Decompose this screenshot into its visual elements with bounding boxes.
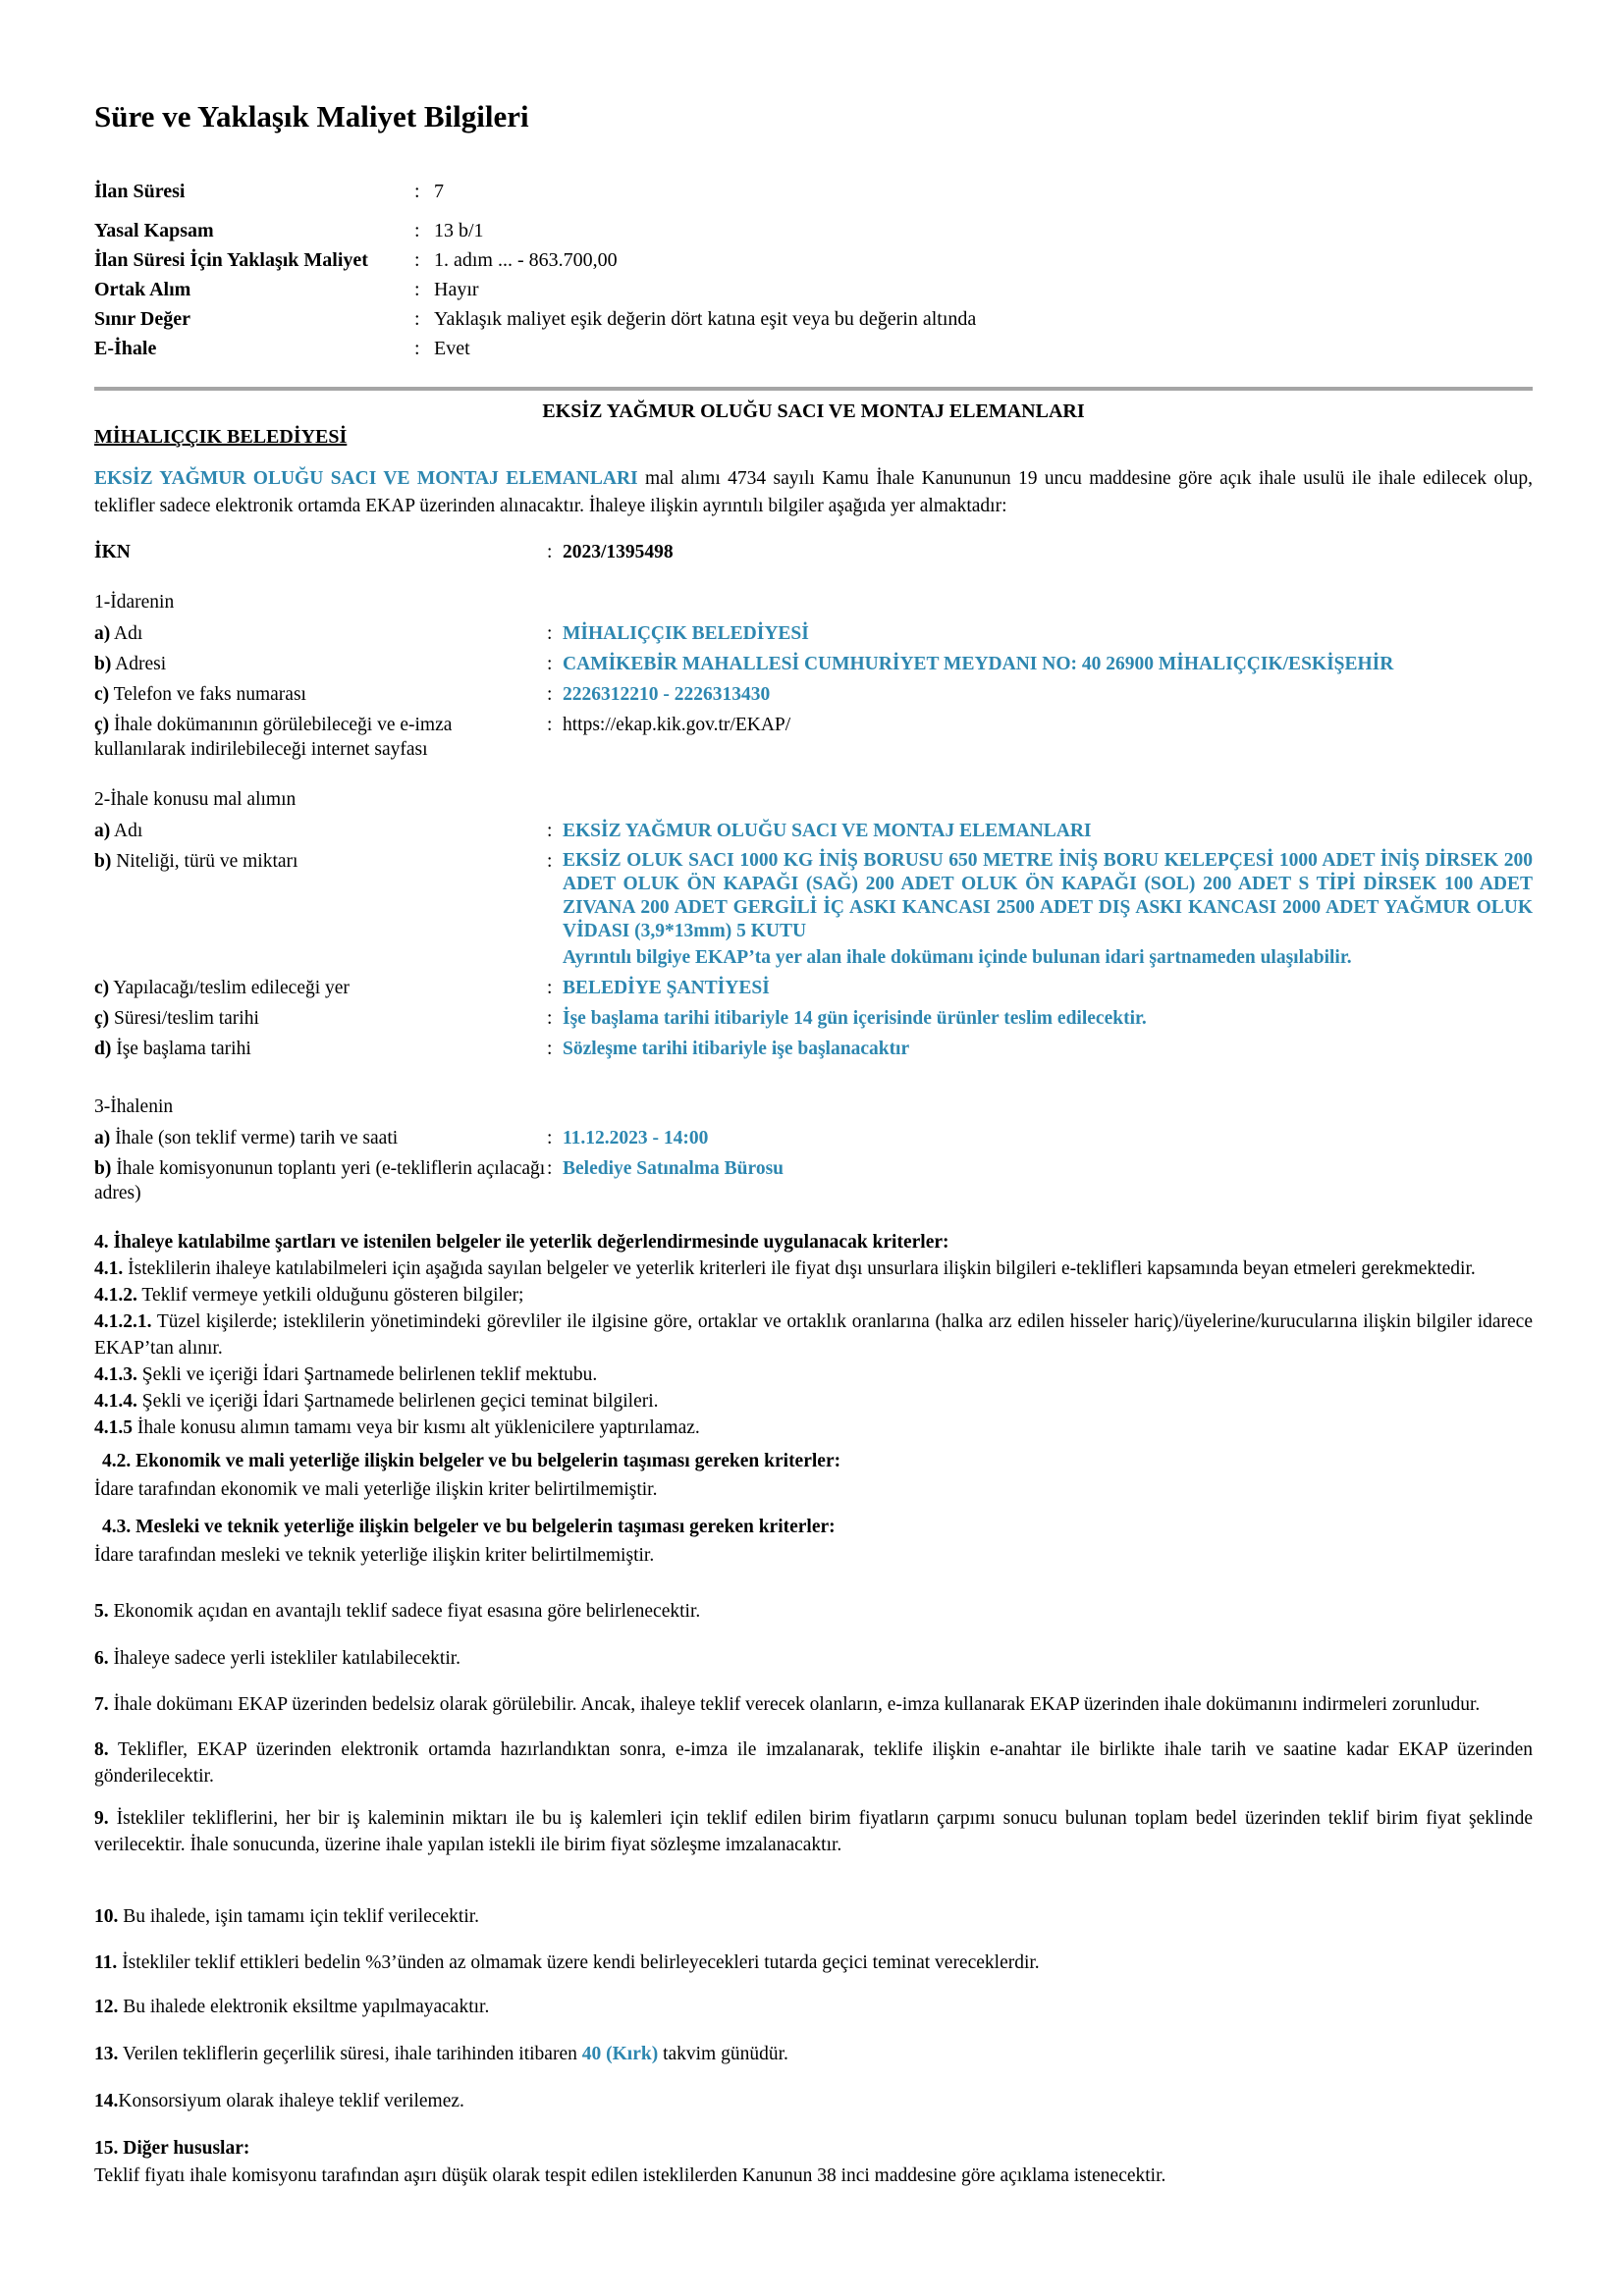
section3-heading: 3-İhalenin: [94, 1095, 174, 1117]
kv-label: [94, 819, 547, 843]
article-number: 6.: [94, 1647, 109, 1669]
kv-label: [94, 1006, 547, 1031]
label-prefix: ç): [94, 714, 110, 735]
article-number: 13.: [94, 2043, 119, 2064]
summary-value: Hayır: [434, 279, 479, 301]
kv-label: [94, 1156, 547, 1205]
label-text: İhale (son teklif verme) tarih ve saati: [110, 1127, 399, 1148]
section3-rows: [94, 1126, 1533, 1205]
article-number: 4.1.4.: [94, 1390, 137, 1412]
kv-value: 2226312210 - 2226313430: [563, 683, 771, 705]
colon: :: [547, 622, 553, 644]
section2-rows: [94, 819, 1533, 1061]
tender-subject-heading: EKSİZ YAĞMUR OLUĞU SACI VE MONTAJ ELEMANLARI: [542, 400, 1085, 423]
section1-heading: 1-İdarenin: [94, 591, 175, 613]
article-5: [94, 1598, 1533, 1625]
article-text: İhale konusu alımın tamamı veya bir kısmı alt yüklenicilere yaptırılamaz.: [133, 1416, 700, 1438]
label-prefix: b): [94, 653, 112, 674]
colon: :: [414, 279, 420, 301]
kv-label: [94, 682, 547, 707]
kv-value: Belediye Satınalma Bürosu: [563, 1157, 784, 1179]
kv-value: MİHALIÇÇIK BELEDİYESİ: [563, 622, 809, 644]
colon: :: [414, 308, 420, 331]
summary-row: [94, 216, 1533, 245]
label-text: Süresi/teslim tarihi: [109, 1007, 259, 1029]
ikn-label: İKN: [94, 541, 131, 562]
articles: [94, 1229, 1533, 2189]
article-text: İsteklilerin ihaleye katılabilmeleri için aşağıda sayılan belgeler ve yeterlik kriterleri ile fiyat dışı unsurlara ilişkin bilgileri e-teklifleri kapsamında beyan etmeleri gerekmektedir.: [123, 1257, 1476, 1279]
article-number: 14.: [94, 2090, 119, 2111]
article-text: Ekonomik açıdan en avantajlı teklif sadece fiyat esasına göre belirlenecektir.: [108, 1600, 701, 1622]
article-text: Tüzel kişilerde; isteklilerin yönetimindeki görevliler ile ilgisine göre, ortaklar ve ortaklık oranlarına (halka arz edilen hisseler hariç)/üyelerine/kurucularına ilişkin bilgiler idarece EKAP’tan alınır.: [94, 1310, 1533, 1359]
label-text: İşe başlama tarihi: [111, 1038, 251, 1059]
article-number: 4.2.: [102, 1450, 132, 1471]
summary-row: [94, 177, 1533, 206]
kv-label: [94, 621, 547, 646]
label-prefix: c): [94, 683, 110, 705]
article-text: İhale dokümanı EKAP üzerinden bedelsiz olarak görülebilir. Ancak, ihaleye teklif verecek olanların, e-imza kullanarak EKAP üzerinden ihale dokümanını indirmeleri zorunludur.: [108, 1693, 1481, 1715]
article-4-2-body: İdare tarafından ekonomik ve mali yeterliğe ilişkin kriter belirtilmemiştir.: [94, 1478, 658, 1500]
article-number: 4.1.: [94, 1257, 124, 1279]
label-prefix: b): [94, 1157, 112, 1179]
article-4-1-2: [94, 1282, 1533, 1308]
article-13: [94, 2041, 1533, 2067]
article-number: 5.: [94, 1600, 109, 1622]
kv-row: [94, 819, 1533, 843]
article-8: [94, 1736, 1533, 1789]
kv-label: [94, 652, 547, 676]
label-text: Yapılacağı/teslim edileceği yer: [109, 977, 350, 998]
tender-datetime: 11.12.2023 - 14:00: [563, 1127, 709, 1148]
article-10: [94, 1903, 1533, 1930]
kv-row: [94, 1156, 1533, 1205]
article-number: 4.3.: [102, 1516, 132, 1537]
article-4-1-5: [94, 1415, 1533, 1441]
section1-rows: [94, 621, 1533, 762]
ikn-row: [94, 540, 1533, 564]
article-4-1-3: [94, 1362, 1533, 1388]
summary-value: Evet: [434, 338, 470, 360]
article-9: [94, 1805, 1533, 1858]
intro-text: mal alımı 4734 sayılı Kamu İhale Kanununun 19 uncu maddesine göre açık ihale usulü ile ihale edilecek olup, teklifler sadece elektronik ortamda EKAP üzerinden alınacaktır. İhaleye ilişkin ayrıntılı bilgiler aşağıda yer almaktadır:: [94, 468, 1533, 517]
article-text: İhaleye katılabilme şartları ve istenilen belgeler ile yeterlik değerlendirmesinde uygulanacak kriterler:: [108, 1231, 949, 1253]
ekap-note: Ayrıntılı bilgiye EKAP’ta yer alan ihale dokümanı içinde bulunan idari şartnameden ulaşılabilir.: [563, 946, 1352, 968]
article-text: Verilen tekliflerin geçerlilik süresi, ihale tarihinden itibaren: [118, 2043, 582, 2064]
kv-value: CAMİKEBİR MAHALLESİ CUMHURİYET MEYDANI NO: 40 26900 MİHALIÇÇIK/ESKİŞEHİR: [563, 653, 1394, 674]
article-number: 7.: [94, 1693, 109, 1715]
article-text: Diğer hususlar:: [118, 2137, 250, 2159]
colon: :: [414, 220, 420, 242]
quantity-text: EKSİZ OLUK SACI 1000 KG İNİŞ BORUSU 650 METRE İNİŞ BORU KELEPÇESİ 1000 ADET İNİŞ DİRSEK 200 ADET OLUK ÖN KAPAĞI (SAĞ) 200 ADET OLUK ÖN KAPAĞI (SOL) 200 ADET S TİPİ DİRSEK 100 ADET ZIVANA 200 ADET GERGİLİ İÇ ASKI KANCASI 2500 ADET DIŞ ASKI KANCASI 2000 ADET YAĞMUR OLUK VİDASI (3,9*13mm) 5 KUTU: [563, 849, 1533, 941]
article-number: 12.: [94, 1996, 119, 2017]
kv-label: [94, 849, 547, 970]
kv-row: [94, 621, 1533, 646]
article-number: 4.1.5: [94, 1416, 133, 1438]
kv-row: [94, 1037, 1533, 1061]
article-text: İhaleye sadece yerli istekliler katılabilecektir.: [108, 1647, 461, 1669]
article-text: İstekliler teklif ettikleri bedelin %3’ünden az olmamak üzere kendi belirleyecekleri tutarda geçici teminat vereceklerdir.: [117, 1951, 1040, 1973]
article-number: 11.: [94, 1951, 118, 1973]
summary-value: 13 b/1: [434, 220, 484, 242]
colon: :: [547, 850, 553, 872]
kv-row: [94, 713, 1533, 762]
validity-days-highlight: 40 (Kırk): [581, 2043, 659, 2064]
colon: :: [414, 249, 420, 272]
ekap-url: https://ekap.kik.gov.tr/EKAP/: [563, 714, 791, 735]
article-14: [94, 2088, 1533, 2114]
label-prefix: a): [94, 622, 111, 644]
label-text: İhale dokümanının görülebileceği ve e-imza kullanılarak indirilebileceği internet sayfası: [94, 714, 453, 760]
summary-value: 7: [434, 181, 444, 203]
summary-row: [94, 275, 1533, 304]
label-prefix: a): [94, 820, 111, 841]
kv-value: EKSİZ YAĞMUR OLUĞU SACI VE MONTAJ ELEMANLARI: [563, 820, 1092, 841]
article-12: [94, 1994, 1533, 2020]
summary-row: [94, 334, 1533, 363]
section2-heading: 2-İhale konusu mal alımın: [94, 788, 297, 810]
summary-row: [94, 245, 1533, 275]
page-title: Süre ve Yaklaşık Maliyet Bilgileri: [94, 99, 529, 133]
summary-value: Yaklaşık maliyet eşik değerin dört katına eşit veya bu değerin altında: [434, 308, 977, 331]
label-text: Adı: [110, 820, 143, 841]
article-number: 8.: [94, 1738, 109, 1760]
article-text: Bu ihalede, işin tamamı için teklif verilecektir.: [118, 1905, 480, 1927]
colon: :: [547, 1038, 553, 1059]
article-15-body: Teklif fiyatı ihale komisyonu tarafından aşırı düşük olarak tespit edilen isteklilerden Kanunun 38 inci maddesine göre açıklama istenecektir.: [94, 2164, 1166, 2186]
kv-row: [94, 682, 1533, 707]
article-text: takvim günüdür.: [658, 2043, 788, 2064]
article-text: Şekli ve içeriği İdari Şartnamede belirlenen teklif mektubu.: [136, 1363, 598, 1385]
kv-row: [94, 976, 1533, 1000]
article-text: Mesleki ve teknik yeterliğe ilişkin belgeler ve bu belgelerin taşıması gereken kriterler:: [131, 1516, 836, 1537]
kv-row: [94, 652, 1533, 676]
intro-subject-highlight: EKSİZ YAĞMUR OLUĞU SACI VE MONTAJ ELEMANLARI: [94, 468, 638, 490]
colon: :: [547, 1157, 553, 1179]
article-4-1-4: [94, 1388, 1533, 1415]
label-prefix: b): [94, 850, 112, 872]
colon: :: [547, 683, 553, 705]
label-prefix: c): [94, 977, 110, 998]
article-text: Şekli ve içeriği İdari Şartnamede belirlenen geçici teminat bilgileri.: [136, 1390, 659, 1412]
kv-row: [94, 849, 1533, 970]
section-divider: [94, 387, 1533, 391]
article-number: 4.1.3.: [94, 1363, 137, 1385]
summary-label: İlan Süresi İçin Yaklaşık Maliyet: [94, 249, 368, 272]
article-number: 4.1.2.1.: [94, 1310, 152, 1332]
article-text: Konsorsiyum olarak ihaleye teklif verilemez.: [118, 2090, 464, 2111]
article-4-1-2-1: [94, 1308, 1533, 1362]
summary-table: [94, 177, 1533, 363]
article-4-1: [94, 1255, 1533, 1282]
colon: :: [547, 714, 553, 735]
label-text: Adresi: [111, 653, 167, 674]
kv-label: [94, 1037, 547, 1061]
article-7: [94, 1691, 1533, 1718]
authority-line: [94, 424, 1533, 450]
article-text: Ekonomik ve mali yeterliğe ilişkin belgeler ve bu belgelerin taşıması gereken kriterler:: [131, 1450, 841, 1471]
summary-label: Sınır Değer: [94, 308, 190, 331]
article-text: Bu ihalede elektronik eksiltme yapılmayacaktır.: [118, 1996, 490, 2017]
label-text: Telefon ve faks numarası: [109, 683, 306, 705]
colon: :: [547, 653, 553, 674]
kv-label: [94, 1126, 547, 1150]
summary-label: İlan Süresi: [94, 181, 186, 203]
label-prefix: a): [94, 1127, 111, 1148]
ikn-value: 2023/1395498: [563, 541, 674, 562]
colon: :: [414, 181, 420, 203]
kv-row: [94, 1006, 1533, 1031]
article-6: [94, 1645, 1533, 1672]
article-4-3-heading: [94, 1514, 1533, 1540]
colon: :: [414, 338, 420, 360]
article-text: Teklif vermeye yetkili olduğunu gösteren bilgiler;: [136, 1284, 524, 1306]
label-text: İhale komisyonunun toplantı yeri (e-tekliflerin açılacağı adres): [94, 1157, 546, 1203]
kv-row: [94, 1126, 1533, 1150]
article-11: [94, 1949, 1533, 1976]
label-text: Adı: [110, 622, 143, 644]
colon: :: [547, 977, 553, 998]
summary-label: Ortak Alım: [94, 279, 191, 301]
article-4: [94, 1229, 1533, 1255]
summary-label: E-İhale: [94, 338, 157, 360]
kv-value: BELEDİYE ŞANTİYESİ: [563, 977, 770, 998]
article-number: 4.1.2.: [94, 1284, 137, 1306]
article-number: 9.: [94, 1807, 109, 1829]
colon: :: [547, 1007, 553, 1029]
kv-value: Sözleşme tarihi itibariyle işe başlanacaktır: [563, 1038, 910, 1059]
colon: :: [547, 1127, 553, 1148]
article-number: 4.: [94, 1231, 109, 1253]
label-prefix: d): [94, 1038, 112, 1059]
intro-paragraph: [94, 465, 1533, 520]
article-number: 15.: [94, 2137, 119, 2159]
article-text: Teklifler, EKAP üzerinden elektronik ortamda hazırlandıktan sonra, e-imza ile imzalanarak, teklife ilişkin e-anahtar ile birlikte ihale tarih ve saatine kadar EKAP üzerinden gönderilecektir.: [94, 1738, 1533, 1787]
summary-value: 1. adım ... - 863.700,00: [434, 249, 618, 272]
colon: :: [547, 541, 553, 562]
article-15-heading: [94, 2135, 1533, 2162]
article-4-3-body: İdare tarafından mesleki ve teknik yeterliğe ilişkin kriter belirtilmemiştir.: [94, 1544, 655, 1566]
article-4-2-heading: [94, 1448, 1533, 1474]
kv-label: [94, 976, 547, 1000]
kv-label: [94, 713, 547, 762]
article-number: 10.: [94, 1905, 119, 1927]
label-prefix: ç): [94, 1007, 110, 1029]
quantity-description: [563, 849, 1533, 970]
label-text: Niteliği, türü ve miktarı: [111, 850, 298, 872]
summary-row: [94, 304, 1533, 334]
colon: :: [547, 820, 553, 841]
article-text: İstekliler tekliflerini, her bir iş kaleminin miktarı ile bu iş kalemleri için teklif edilen birim fiyatların çarpımı sonucu bulunan toplam bedel üzerinden teklif birim fiyat şeklinde verilecektir. İhale sonucunda, üzerine ihale yapılan istekli ile birim fiyat sözleşme imzalanacaktır.: [94, 1807, 1533, 1855]
authority-name: MİHALIÇÇIK BELEDİYESİ: [94, 426, 348, 449]
summary-label: Yasal Kapsam: [94, 220, 214, 242]
kv-value: İşe başlama tarihi itibariyle 14 gün içerisinde ürünler teslim edilecektir.: [563, 1007, 1147, 1029]
